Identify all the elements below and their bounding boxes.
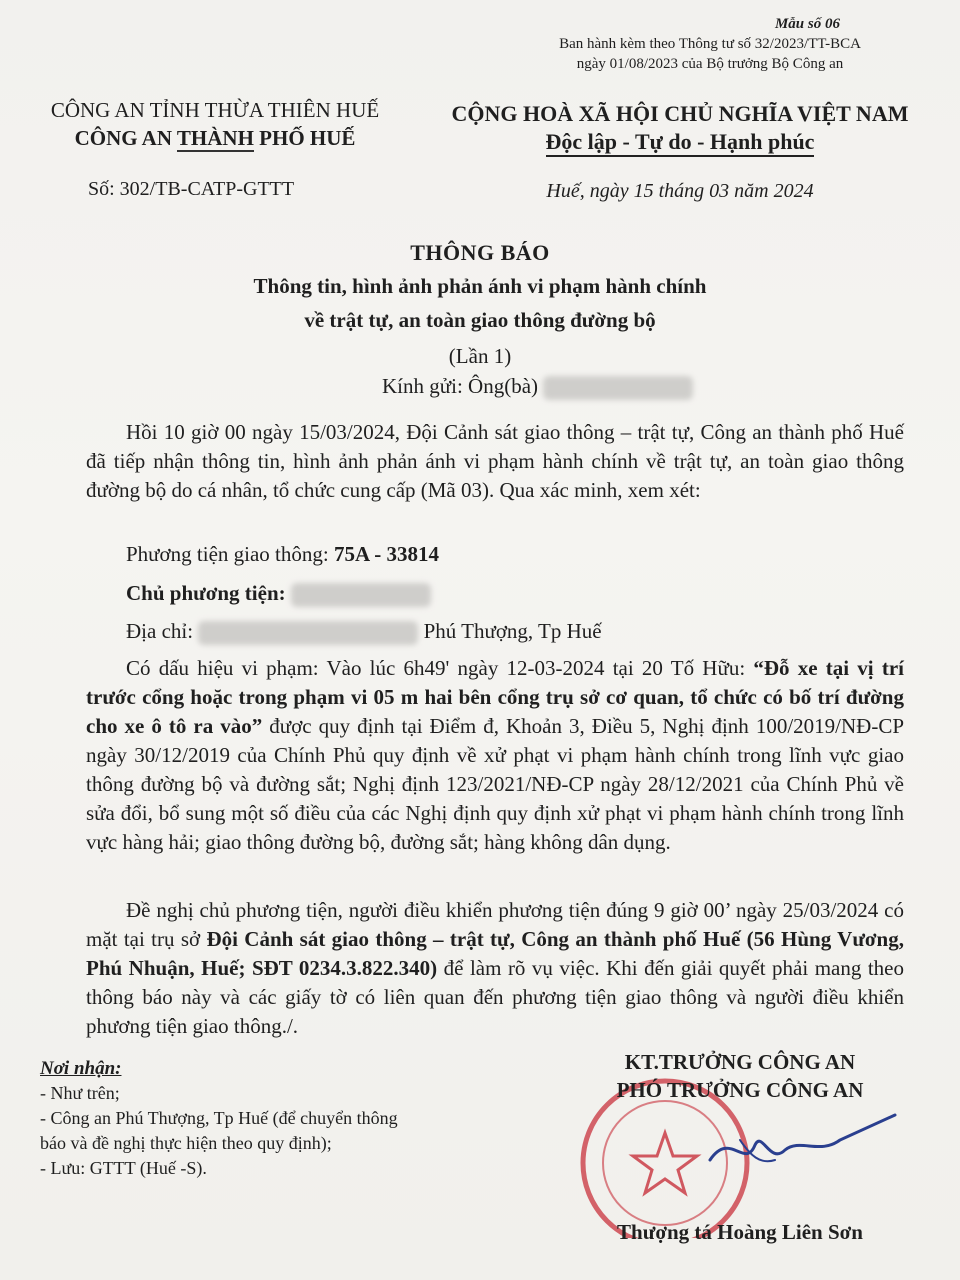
paragraph-receipt-text: Hồi 10 giờ 00 ngày 15/03/2024, Đội Cảnh sát giao thông – trật tự, Công an thành phố Huế đã tiếp nhận thông tin, hình ảnh phản ánh vi phạm hành chính về trật tự, an toàn giao thông đường bộ do cá nhân, tổ chức cung cấp (Mã 03). Qua xác minh, xem xét: <box>86 420 904 502</box>
document-title: THÔNG BÁO <box>410 240 550 265</box>
issuing-agency <box>20 96 410 152</box>
request-rest: để làm rõ vụ việc. Khi đến giải quyết phải mang theo thông báo này và các giấy tờ có liên quan đến phương tiện giao thông và người điều khiển phương tiện giao thông./. <box>86 956 905 1038</box>
document-subtitle-1: Thông tin, hình ảnh phản ánh vi phạm hành chính <box>253 274 707 298</box>
notice-round: (Lần 1) <box>448 344 512 368</box>
recipient-label: Kính gửi: Ông(bà) <box>382 374 539 398</box>
form-number: Mẫu số 06 <box>774 16 840 32</box>
issuing-unit-part-b: THÀNH <box>176 126 254 150</box>
document-number: Số: 302/TB-CATP-GTTT <box>88 178 295 200</box>
signatory-name: Thượng tá Hoàng Liên Sơn <box>617 1220 863 1244</box>
issuing-unit-part-c: PHỐ HUẾ <box>259 126 356 150</box>
paragraph-receipt <box>86 418 904 505</box>
nation-motto: Độc lập - Tự do - Hạnh phúc <box>546 129 815 157</box>
redacted-address <box>198 621 418 645</box>
parent-agency: CÔNG AN TỈNH THỪA THIÊN HUẾ <box>50 98 380 122</box>
handwritten-signature <box>700 1110 900 1190</box>
violation-intro: Có dấu hiệu vi phạm: Vào lúc 6h49' ngày 12-03-2024 tại 20 Tố Hữu: <box>126 656 754 680</box>
recipient-item: báo và đề nghị thực hiện theo quy định); <box>40 1133 332 1153</box>
license-plate: 75A - 33814 <box>333 542 439 566</box>
document-subtitle-2: về trật tự, an toàn giao thông đường bộ <box>304 308 656 332</box>
recipient-line <box>382 374 693 400</box>
paragraph-violation <box>86 654 904 857</box>
violation-description: “Đỗ xe tại vị trí trước cổng hoặc trong phạm vi 05 m hai bên cổng trụ sở cơ quan, tổ chức có bố trí đường cho xe ô tô ra vào” <box>86 656 904 738</box>
address-label: Địa chỉ: <box>126 619 194 643</box>
issuing-unit <box>20 124 410 152</box>
recipient-item: - Như trên; <box>40 1083 120 1103</box>
signatory-line-1: KT.TRƯỞNG CÔNG AN <box>624 1050 856 1074</box>
nation-name: CỘNG HOÀ XÃ HỘI CHỦ NGHĨA VIỆT NAM <box>451 101 909 126</box>
owner-field <box>126 581 431 607</box>
recipients-heading: Nơi nhận: <box>40 1058 122 1079</box>
request-location: Đội Cảnh sát giao thông – trật tự, Công an thành phố Huế (56 Hùng Vương, Phú Nhuận, Huế; SĐT 0234.3.822.340) <box>86 927 904 980</box>
document-date: Huế, ngày 15 tháng 03 năm 2024 <box>546 180 814 202</box>
form-reference <box>540 14 880 74</box>
signatory-line-2: PHÓ TRƯỞNG CÔNG AN <box>616 1078 864 1102</box>
address-field <box>126 619 602 645</box>
vehicle-label: Phương tiện giao thông: <box>126 542 334 566</box>
owner-label: Chủ phương tiện: <box>126 581 291 605</box>
form-issuance-date: ngày 01/08/2023 của Bộ trưởng Bộ Công an <box>576 56 844 72</box>
address-value: Phú Thượng, Tp Huế <box>423 619 602 643</box>
violation-legal-basis: được quy định tại Điểm đ, Khoản 3, Điều 5, Nghị định 100/2019/NĐ-CP ngày 30/12/2019 của Chính Phủ quy định về xử phạt vi phạm hành chính trong lĩnh vực giao thông đường bộ và đường sắt; Nghị định 123/2021/NĐ-CP ngày 28/12/2021 của Chính Phủ về sửa đổi, bổ sung một số điều của các Nghị định quy định xử phạt vi phạm hành chính trong lĩnh vực hàng hải; giao thông đường bộ, đường sắt; hàng không dân dụng. <box>86 714 905 854</box>
form-issuance-line: Ban hành kèm theo Thông tư số 32/2023/TT-BCA <box>559 36 861 52</box>
redacted-owner <box>291 583 431 607</box>
issuing-unit-part-a: CÔNG AN <box>74 126 173 150</box>
vehicle-field <box>126 542 439 567</box>
recipients-list <box>40 1056 398 1181</box>
recipient-item: - Lưu: GTTT (Huế -S). <box>40 1158 207 1178</box>
paragraph-request <box>86 896 904 1041</box>
national-header <box>420 100 940 156</box>
recipient-item: - Công an Phú Thượng, Tp Huế (để chuyển thông <box>40 1108 398 1128</box>
signatory-title <box>560 1048 920 1104</box>
redacted-name <box>543 376 693 400</box>
request-intro: Đề nghị chủ phương tiện, người điều khiển phương tiện đúng 9 giờ 00’ ngày 25/03/2024 có mặt tại trụ sở <box>86 898 904 951</box>
